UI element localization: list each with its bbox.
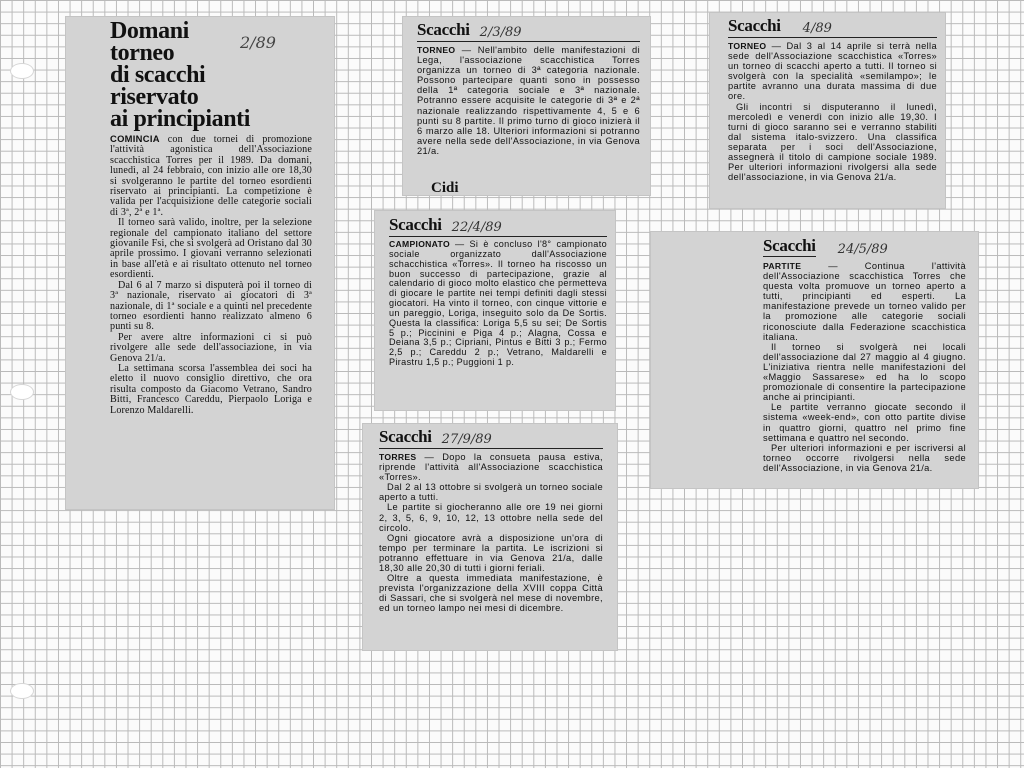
binder-hole [10,384,34,400]
article-paragraph: Per ulteriori informazioni e per iscriversi al torneo occorre rivolgersi nella sede dell'Associazione, in via Genova 21/a. [763,442,966,473]
handwritten-date: 2/3/89 [479,25,522,40]
handwritten-date: 2/89 [240,33,276,52]
article-paragraph: Gli incontri si disputeranno il lunedì, mercoledì e venerdì con inizio alle 19,30. I turni di gioco saranno sei e verranno stabiliti dal sistema italo-svizzero. Una classifica separata per i soci dell'Associazione, assegnerà il titolo di campione sociale 1989. Per ulteriori informazioni rivolgersi alla sede dell'associazione, in via Genova 21/a. [728,101,937,183]
clipping-torneo-marzo [403,17,650,195]
handwritten-date: 24/5/89 [837,242,888,257]
binder-hole [10,63,34,79]
clipping-campionato [375,211,615,410]
article-paragraph: La settimana scorsa l'assemblea dei soci ha eletto il nuovo consiglio direttivo, che ora risulta composto da Giacomo Vetrano, Sandro Bitti, Francesco Careddu, Pierpaolo Loriga e Lorenzo Maldarelli. [110,362,312,416]
clipping-principianti [66,17,334,509]
article-paragraph: Dal 6 al 7 marzo si disputerà poi il torneo di 3ª nazionale, riservato ai giocatori di 3ª nazionale, di 1ª sociale e a quinti nel precedente torneo esordienti hanno realizzato almeno 6 punti su 8. [110,279,312,333]
article-paragraph: TORRES — Dopo la consueta pausa estiva, riprende l'attività all'Associazione scacchistica «Torres». [379,452,603,483]
masthead: Scacchi 22/4/89 [389,215,607,237]
handwritten-date: 22/4/89 [451,220,502,235]
article-paragraph: TORNEO — Dal 3 al 14 aprile si terrà nella sede dell'Associazione scacchistica «Torres» un torneo di scacchi aperto a tutti. Il torneo si svolgerà con la specialità «semilampo»; le partite avranno una durata massima di due ore. [728,41,937,102]
article-paragraph: CAMPIONATO — Si è concluso l'8° campionato sociale organizzato dall'Associazione schacchistica «Torres». Il torneo ha riscosso un buon successo di partecipazione, grazie al calendario di gioco molto elastico che permetteva di giocare le partite nei tempi definiti dagli stessi giocatori. Ha vinto il torneo, con cinque vittorie e un pareggio, Loriga, inseguito solo da De Sortis. Questa la classifica: Loriga 5,5 su sei; De Sortis 5 p.; Piccinini e Piga 4 p.; Alagna, Cossa e Deiana 3,5 p.; Cipriani, Pintus e Bitti 3 p.; Fermo 2,5 p.; Careddu 2 p.; Vetrano, Maldarelli e Pirastru 1,5 p.; Puggioni 1 p. [389,239,607,368]
article-paragraph: Il torneo si svolgerà nei locali dell'associazione dal 27 maggio al 4 giugno. L'iniziativa rientra nelle manifestazioni del «Maggio Sassarese» ed ha lo scopo promozionale di consentire la partecipazione anche ai principianti. [763,341,966,403]
handwritten-date: 4/89 [802,21,832,36]
handwritten-date: 27/9/89 [441,432,492,447]
headline: Domani torneo di scacchi riservato ai principianti [110,18,251,132]
article-paragraph: Dal 2 al 13 ottobre si svolgerà un torneo sociale aperto a tutti. [379,482,603,503]
article-paragraph: Per avere altre informazioni ci si può rivolgere alle sede dell'associazione, in via Genova 21/a. [110,331,312,364]
masthead: Scacchi 27/9/89 [379,427,603,449]
clipping-torneo-aprile [710,13,945,208]
article-paragraph: COMINCIA con due tornei di promozione l'attività agonistica dell'Associazione scacchistica Torres per il 1989. Da domani, lunedì, al 24 febbraio, con inizio alle ore 18,30 si svolgeranno le partite del torneo esordienti riservato ai principianti. La competizione è valida per l'acquisizione delle categorie sociali di 3ª, 2ª e 1ª. [110,133,312,218]
article-paragraph: Oltre a questa immediata manifestazione, è prevista l'organizzazione della XVIII coppa Città di Sassari, che si svolgerà nel mese di novembre, ed un torneo lampo nei mesi di dicembre. [379,573,603,614]
article-paragraph: Il torneo sarà valido, inoltre, per la selezione regionale del campionato italiano del settore giovanile Fsi, che si svolgerà ad Oristano dal 30 aprile prossimo. I giovani verranno selezionati in base all'età e ai risultato ottenuto nel torneo esordienti. [110,217,312,281]
article-paragraph: TORNEO — Nell'ambito delle manifestazioni di Lega, l'associazione scacchistica Torres organizza un torneo di 3ª categoria nazionale. Possono partecipare quanti sono in possesso della 1ª categoria sociale e 3ª nazionale. Potranno essere acquisite le categorie di 3ª e 2ª nazionale realizzando rispettivamente 4, 5 e 6 punti su 8 partite. Il primo turno di gioco inizierà il 6 marzo alle 18. Ulteriori informazioni si potranno avere nella sede dell'Associazione, in via Genova 21/a. [417,45,640,156]
cut-fragment-text: Cidi [431,180,459,195]
clipping-torres-ottobre [363,424,617,650]
masthead: Scacchi 4/89 [728,16,937,38]
masthead: Scacchi 2/3/89 [417,20,640,42]
binder-hole [10,683,34,699]
clipping-partite [651,232,978,488]
article-paragraph: Le partite si giocheranno alle ore 19 nei giorni 2, 3, 5, 6, 9, 10, 12, 13 ottobre nella sede del circolo. [379,502,603,533]
article-paragraph: PARTITE — Continua l'attività dell'Associazione scacchistica Torres che questa volta promuove un torneo aperto a tutti, principianti ed esperti. La manifestazione prevede un torneo valido per la promozione alle categorie sociali riconosciute dalla Federazione scacchistica italiana. [763,261,966,342]
masthead: Scacchi 24/5/89 [763,236,888,257]
article-paragraph: Le partite verranno giocate secondo il sistema «week-end», con otto partite divise in quattro giorni, quattro nel primo fine settimana e quattro nel secondo. [763,402,966,443]
article-paragraph: Ogni giocatore avrà a disposizione un'ora di tempo per terminare la partita. Le iscrizioni si potranno effettuare in via Genova 21/a, dalle 18,30 alle 20,30 di tutti i giorni feriali. [379,532,603,574]
